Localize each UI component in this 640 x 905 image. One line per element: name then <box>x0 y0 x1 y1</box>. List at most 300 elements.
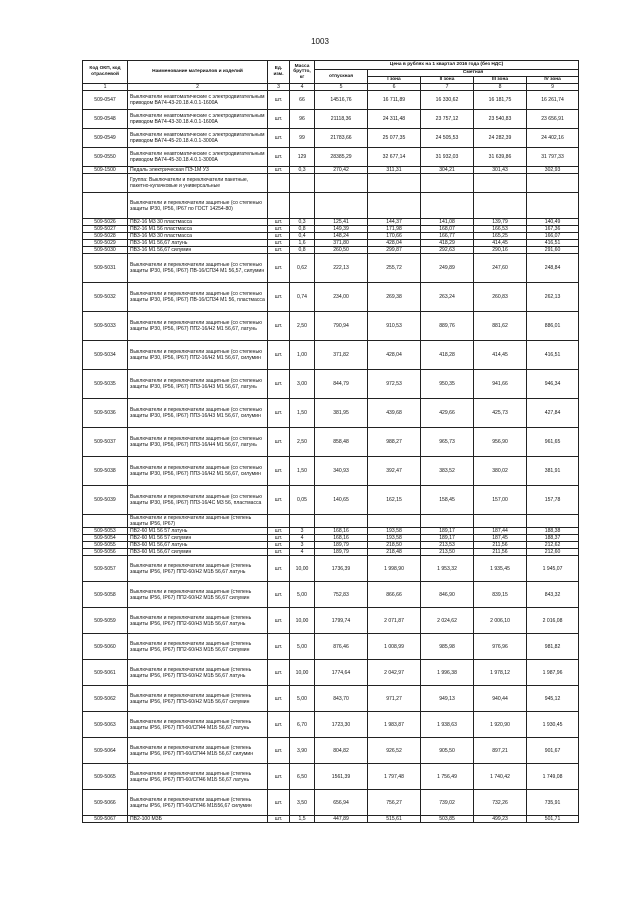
price-zone-4: 501,71 <box>527 816 579 823</box>
unit-cell: шт. <box>268 370 290 399</box>
price-zone-3: 2 006,10 <box>474 608 527 634</box>
unit-cell: шт. <box>268 226 290 233</box>
unit-cell: шт. <box>268 254 290 283</box>
product-code: 509-1500 <box>83 167 128 174</box>
price-zone-3: 301,43 <box>474 167 527 174</box>
unit-cell: шт. <box>268 542 290 549</box>
price-zone-4: 188,38 <box>527 528 579 535</box>
product-code: 509-5062 <box>83 686 128 712</box>
price-zone-2: 158,45 <box>421 486 474 515</box>
price-zone-2: 889,76 <box>421 312 474 341</box>
table-row <box>83 535 579 542</box>
price-zone-4: 23 656,91 <box>527 110 579 129</box>
table-row <box>83 148 579 167</box>
price-zone-3: 187,45 <box>474 535 527 542</box>
table-row <box>83 240 579 247</box>
product-name: Выключатели и переключатели защитные (степень защиты IP56, IP67) ПП2-60/Н2 М1Б 56,67 латунь <box>128 556 268 582</box>
product-code: 509-5030 <box>83 247 128 254</box>
header-zone-3: III зона <box>474 77 527 84</box>
unit-cell: шт. <box>268 233 290 240</box>
product-code: 509-5053 <box>83 528 128 535</box>
table-row <box>83 686 579 712</box>
price-zone-2: 263,24 <box>421 283 474 312</box>
price-zone-1: 311,31 <box>368 167 421 174</box>
price-otpusknaya: 270,42 <box>315 167 368 174</box>
mass-cell: 1,50 <box>290 457 315 486</box>
product-code: 509-5037 <box>83 428 128 457</box>
price-zone-1: 1 008,99 <box>368 634 421 660</box>
unit-cell: шт. <box>268 634 290 660</box>
product-code: 509-5059 <box>83 608 128 634</box>
product-code: 509-5057 <box>83 556 128 582</box>
column-number: 6 <box>368 84 421 91</box>
price-zone-2: 950,35 <box>421 370 474 399</box>
product-name: ПВ2-60 М1 56 57 латунь <box>128 528 268 535</box>
price-zone-1: 162,15 <box>368 486 421 515</box>
price-zone-2: 383,52 <box>421 457 474 486</box>
unit-cell: шт. <box>268 816 290 823</box>
price-zone-2: 429,66 <box>421 399 474 428</box>
price-otpusknaya: 28385,29 <box>315 148 368 167</box>
column-number-row <box>83 84 579 91</box>
price-otpusknaya: 148,24 <box>315 233 368 240</box>
price-zone-4: 167,36 <box>527 226 579 233</box>
unit-cell: шт. <box>268 283 290 312</box>
product-name: Выключатели и переключатели защитные (со степенью защиты IP30, IP56, IP67) ПП3-16/4С М3 56, пластмасса <box>128 486 268 515</box>
product-name: ПВ3-16 М1 56,67 латунь <box>128 240 268 247</box>
price-zone-2: 949,13 <box>421 686 474 712</box>
product-code: 509-5060 <box>83 634 128 660</box>
price-zone-2: 846,90 <box>421 582 474 608</box>
product-name: Педаль электрическая ПЭ-1М У3 <box>128 167 268 174</box>
price-zone-1: 16 711,89 <box>368 91 421 110</box>
price-zone-2: 249,89 <box>421 254 474 283</box>
product-code: 509-5063 <box>83 712 128 738</box>
table-row <box>83 582 579 608</box>
column-number: 1 <box>83 84 128 91</box>
product-name: Выключатели и переключатели защитные (степень защиты IP56, IP67) ПП3-60/Н2 М1Б 56,67 латунь <box>128 660 268 686</box>
mass-cell: 0,05 <box>290 486 315 515</box>
product-name: ПВ2-100 М3Б <box>128 816 268 823</box>
price-zone-4: 427,84 <box>527 399 579 428</box>
table-row <box>83 790 579 816</box>
product-name: Выключатели и переключатели защитные (со степенью защиты IP30, IP56, IP67) ПП3-16/Н3 М1 56,67, силумин <box>128 399 268 428</box>
column-number: 7 <box>421 84 474 91</box>
price-zone-3: 1 978,12 <box>474 660 527 686</box>
table-row <box>83 341 579 370</box>
price-zone-3: 425,73 <box>474 399 527 428</box>
price-zone-1: 218,48 <box>368 549 421 556</box>
price-otpusknaya: 804,82 <box>315 738 368 764</box>
price-zone-2: 141,08 <box>421 219 474 226</box>
price-zone-4: 945,12 <box>527 686 579 712</box>
unit-cell: шт. <box>268 148 290 167</box>
price-zone-3: 940,44 <box>474 686 527 712</box>
price-zone-3: 187,44 <box>474 528 527 535</box>
price-zone-1: 193,58 <box>368 535 421 542</box>
product-code: 509-5058 <box>83 582 128 608</box>
price-zone-3: 1 920,90 <box>474 712 527 738</box>
header-unit: Ед. изм. <box>268 61 290 84</box>
mass-cell: 6,50 <box>290 764 315 790</box>
price-zone-2: 213,50 <box>421 549 474 556</box>
product-name: Выключатели и переключатели защитные (степень защиты IP56, IP67) ПП-60/СП44 М1Б 56,67 латунь <box>128 712 268 738</box>
price-zone-2: 292,63 <box>421 247 474 254</box>
product-code: 509-5028 <box>83 233 128 240</box>
price-otpusknaya: 876,46 <box>315 634 368 660</box>
unit-cell: шт. <box>268 549 290 556</box>
table-row <box>83 764 579 790</box>
mass-cell: 0,4 <box>290 233 315 240</box>
price-zone-3: 211,56 <box>474 542 527 549</box>
price-otpusknaya: 1561,39 <box>315 764 368 790</box>
price-zone-1: 1 797,48 <box>368 764 421 790</box>
header-mass: Масса брутто, кг <box>290 61 315 84</box>
column-number: 9 <box>527 84 579 91</box>
price-zone-4: 140,49 <box>527 219 579 226</box>
table-row <box>83 428 579 457</box>
price-otpusknaya: 844,79 <box>315 370 368 399</box>
price-zone-3: 260,83 <box>474 283 527 312</box>
price-zone-4 <box>527 193 579 219</box>
price-zone-4: 157,78 <box>527 486 579 515</box>
price-zone-2: 418,28 <box>421 341 474 370</box>
price-otpusknaya: 14516,76 <box>315 91 368 110</box>
price-zone-3: 23 540,83 <box>474 110 527 129</box>
price-otpusknaya: 656,94 <box>315 790 368 816</box>
mass-cell: 4 <box>290 549 315 556</box>
unit-cell: шт. <box>268 556 290 582</box>
price-table <box>82 60 579 823</box>
price-zone-3: 166,53 <box>474 226 527 233</box>
product-name: ПВ3-16 М1 56,67 силумин <box>128 247 268 254</box>
column-number: 4 <box>290 84 315 91</box>
price-zone-3: 1 935,45 <box>474 556 527 582</box>
price-zone-4: 188,37 <box>527 535 579 542</box>
product-name: ПВ2-60 М1 56 57 силумин <box>128 535 268 542</box>
product-code: 509-0549 <box>83 129 128 148</box>
table-row <box>83 91 579 110</box>
price-zone-2 <box>421 174 474 193</box>
table-row <box>83 457 579 486</box>
unit-cell: шт. <box>268 312 290 341</box>
price-zone-1: 972,53 <box>368 370 421 399</box>
price-zone-1: 218,50 <box>368 542 421 549</box>
mass-cell: 5,00 <box>290 582 315 608</box>
table-row <box>83 193 579 219</box>
column-number: 8 <box>474 84 527 91</box>
column-number: 5 <box>315 84 368 91</box>
mass-cell: 3 <box>290 528 315 535</box>
price-zone-4: 1 930,45 <box>527 712 579 738</box>
header-price-title: Цена в рублях на 1 квартал 2016 года (без НДС) <box>315 61 579 70</box>
price-zone-1: 439,68 <box>368 399 421 428</box>
price-zone-3 <box>474 193 527 219</box>
price-zone-2: 739,02 <box>421 790 474 816</box>
unit-cell: шт. <box>268 167 290 174</box>
mass-cell <box>290 174 315 193</box>
price-zone-2: 16 330,62 <box>421 91 474 110</box>
mass-cell: 3 <box>290 542 315 549</box>
mass-cell: 0,8 <box>290 247 315 254</box>
header-otpusknaya: отпускная <box>315 70 368 84</box>
unit-cell: шт. <box>268 660 290 686</box>
mass-cell: 66 <box>290 91 315 110</box>
price-zone-2: 304,21 <box>421 167 474 174</box>
price-zone-4: 946,34 <box>527 370 579 399</box>
price-zone-4: 1 945,07 <box>527 556 579 582</box>
price-zone-1: 971,27 <box>368 686 421 712</box>
price-zone-3: 139,79 <box>474 219 527 226</box>
product-name: Выключатели и переключатели защитные (со степенью защиты IP30, IP56, IP67 по ГОСТ 14254-80) <box>128 193 268 219</box>
unit-cell <box>268 515 290 528</box>
price-zone-2: 905,50 <box>421 738 474 764</box>
price-zone-4: 381,91 <box>527 457 579 486</box>
header-zone-4: IV зона <box>527 77 579 84</box>
product-name: Выключатели и переключатели защитные (степень защиты IP56, IP67) ПП-60/СП46 М1Б56,67 силумин <box>128 790 268 816</box>
price-zone-2 <box>421 193 474 219</box>
price-zone-3: 165,25 <box>474 233 527 240</box>
table-row <box>83 110 579 129</box>
price-zone-2: 1 756,49 <box>421 764 474 790</box>
header-zone-2: II зона <box>421 77 474 84</box>
mass-cell: 1,50 <box>290 399 315 428</box>
price-zone-3: 499,23 <box>474 816 527 823</box>
unit-cell: шт. <box>268 528 290 535</box>
price-zone-4: 961,65 <box>527 428 579 457</box>
product-code: 509-0550 <box>83 148 128 167</box>
price-otpusknaya: 21783,66 <box>315 129 368 148</box>
product-code: 509-5065 <box>83 764 128 790</box>
price-otpusknaya: 1799,74 <box>315 608 368 634</box>
price-zone-2: 213,53 <box>421 542 474 549</box>
price-zone-1: 910,53 <box>368 312 421 341</box>
product-code: 509-5067 <box>83 816 128 823</box>
price-zone-3: 1 740,42 <box>474 764 527 790</box>
table-row <box>83 634 579 660</box>
table-row <box>83 556 579 582</box>
product-code: 509-5026 <box>83 219 128 226</box>
product-code: 509-5031 <box>83 254 128 283</box>
mass-cell <box>290 193 315 219</box>
product-code: 509-0547 <box>83 91 128 110</box>
price-zone-4: 886,01 <box>527 312 579 341</box>
price-zone-4 <box>527 174 579 193</box>
price-otpusknaya: 371,82 <box>315 341 368 370</box>
price-zone-1: 2 042,97 <box>368 660 421 686</box>
price-zone-3: 380,02 <box>474 457 527 486</box>
table-row <box>83 712 579 738</box>
table-row <box>83 515 579 528</box>
price-zone-3: 157,00 <box>474 486 527 515</box>
price-zone-4: 31 797,33 <box>527 148 579 167</box>
price-zone-4: 735,91 <box>527 790 579 816</box>
product-code <box>83 193 128 219</box>
product-name: Выключатели и переключатели защитные (степень защиты IP56, IP67) ПП-60/СП44 М1Б 56,67 силумин <box>128 738 268 764</box>
table-row <box>83 816 579 823</box>
price-zone-4: 416,51 <box>527 341 579 370</box>
product-code: 509-5054 <box>83 535 128 542</box>
price-zone-3: 414,45 <box>474 341 527 370</box>
price-zone-3: 839,15 <box>474 582 527 608</box>
price-zone-3: 290,16 <box>474 247 527 254</box>
price-zone-2: 166,77 <box>421 233 474 240</box>
product-name: ПВ2-16 М1 56 пластмасса <box>128 226 268 233</box>
table-row <box>83 312 579 341</box>
mass-cell: 0,74 <box>290 283 315 312</box>
product-code: 509-5064 <box>83 738 128 764</box>
price-zone-4: 248,84 <box>527 254 579 283</box>
table-row <box>83 167 579 174</box>
product-name: Выключатели неавтоматические с электродвигательным приводом ВА74-45-20.18.4.0.1-3000А <box>128 129 268 148</box>
table-row <box>83 486 579 515</box>
price-zone-2: 985,98 <box>421 634 474 660</box>
table-header <box>83 61 579 91</box>
mass-cell: 96 <box>290 110 315 129</box>
price-otpusknaya: 234,00 <box>315 283 368 312</box>
product-name: Выключатели и переключатели защитные (со степенью защиты IP30, IP56, IP67) ПП2-16/Н2 М1 56,67, силумин <box>128 341 268 370</box>
product-name: Выключатели и переключатели защитные (степень защиты IP56, IP67) ПП3-60/Н2 М1Б 56,67 силумин <box>128 686 268 712</box>
table-row <box>83 129 579 148</box>
product-name: ПВ3-60 М1 56,67 силумин <box>128 549 268 556</box>
price-zone-2: 1 996,38 <box>421 660 474 686</box>
product-name: Группа: Выключатели и переключатели пакетные, пакетно-кулачковые и универсальные <box>128 174 268 193</box>
price-otpusknaya: 447,89 <box>315 816 368 823</box>
product-code: 509-5032 <box>83 283 128 312</box>
price-zone-3: 881,62 <box>474 312 527 341</box>
product-code: 509-5036 <box>83 399 128 428</box>
unit-cell: шт. <box>268 457 290 486</box>
mass-cell: 3,50 <box>290 790 315 816</box>
price-otpusknaya: 790,94 <box>315 312 368 341</box>
price-zone-3: 247,60 <box>474 254 527 283</box>
price-zone-3: 16 181,75 <box>474 91 527 110</box>
product-code: 509-0548 <box>83 110 128 129</box>
price-otpusknaya: 381,95 <box>315 399 368 428</box>
price-zone-3: 211,56 <box>474 549 527 556</box>
price-zone-3 <box>474 174 527 193</box>
price-zone-4: 416,51 <box>527 240 579 247</box>
price-zone-2: 31 932,03 <box>421 148 474 167</box>
price-otpusknaya: 168,16 <box>315 535 368 542</box>
price-otpusknaya: 371,80 <box>315 240 368 247</box>
table-row <box>83 399 579 428</box>
product-code: 509-5061 <box>83 660 128 686</box>
price-zone-1: 269,38 <box>368 283 421 312</box>
price-zone-3: 941,66 <box>474 370 527 399</box>
unit-cell: шт. <box>268 738 290 764</box>
product-name: ПВ2-16 М3 30 пластмасса <box>128 219 268 226</box>
mass-cell: 2,50 <box>290 428 315 457</box>
unit-cell <box>268 174 290 193</box>
product-code <box>83 174 128 193</box>
price-zone-4: 981,82 <box>527 634 579 660</box>
product-code: 509-5027 <box>83 226 128 233</box>
price-zone-4: 2 016,08 <box>527 608 579 634</box>
mass-cell: 0,62 <box>290 254 315 283</box>
product-name: Выключатели неавтоматические с электродвигательным приводом ВА74-45-30.18.4.0.1-3000А <box>128 148 268 167</box>
product-name: Выключатели неавтоматические с электродвигательным приводом ВА74-43-20.18.4.0.1-1600А <box>128 91 268 110</box>
price-zone-1: 144,37 <box>368 219 421 226</box>
header-code: Код ОКП, код отраслевой <box>83 61 128 84</box>
price-zone-3: 956,90 <box>474 428 527 457</box>
price-zone-3: 24 282,39 <box>474 129 527 148</box>
price-zone-1: 25 077,35 <box>368 129 421 148</box>
price-zone-4: 166,07 <box>527 233 579 240</box>
product-code: 509-5035 <box>83 370 128 399</box>
price-zone-2: 24 505,53 <box>421 129 474 148</box>
mass-cell: 99 <box>290 129 315 148</box>
price-zone-2: 1 938,63 <box>421 712 474 738</box>
price-zone-3: 31 639,86 <box>474 148 527 167</box>
price-zone-4: 901,67 <box>527 738 579 764</box>
price-zone-3: 732,26 <box>474 790 527 816</box>
price-zone-1: 515,61 <box>368 816 421 823</box>
price-zone-1: 428,04 <box>368 240 421 247</box>
unit-cell: шт. <box>268 582 290 608</box>
unit-cell: шт. <box>268 91 290 110</box>
mass-cell: 6,70 <box>290 712 315 738</box>
product-name: Выключатели и переключатели защитные (степень защиты IP56, IP67) ПП2-60/Н3 М1Б 56,67 латунь <box>128 608 268 634</box>
price-zone-4: 16 261,74 <box>527 91 579 110</box>
unit-cell: шт. <box>268 247 290 254</box>
price-zone-1: 988,27 <box>368 428 421 457</box>
mass-cell: 4 <box>290 535 315 542</box>
mass-cell: 0,3 <box>290 219 315 226</box>
price-zone-4: 24 402,16 <box>527 129 579 148</box>
price-zone-1: 1 983,87 <box>368 712 421 738</box>
header-smetnaya: Сметная <box>368 70 579 77</box>
header-zone-1: I зона <box>368 77 421 84</box>
mass-cell: 1,6 <box>290 240 315 247</box>
product-code: 509-5056 <box>83 549 128 556</box>
price-otpusknaya <box>315 174 368 193</box>
price-zone-2: 965,73 <box>421 428 474 457</box>
price-zone-3: 414,45 <box>474 240 527 247</box>
table-row <box>83 528 579 535</box>
price-zone-4: 843,32 <box>527 582 579 608</box>
price-zone-2: 503,85 <box>421 816 474 823</box>
price-otpusknaya: 168,16 <box>315 528 368 535</box>
table-row <box>83 549 579 556</box>
price-zone-2: 168,07 <box>421 226 474 233</box>
product-name: ПВ3-60 М1 56,67 латунь <box>128 542 268 549</box>
price-otpusknaya: 858,48 <box>315 428 368 457</box>
price-otpusknaya: 222,13 <box>315 254 368 283</box>
product-name: Выключатели неавтоматические с электродвигательным приводом ВА74-43-30.18.4.0.1-1600А <box>128 110 268 129</box>
product-name: Выключатели и переключатели защитные (со степенью защиты IP30, IP56, IP67) ПП3-16/Н4 М1 56,67, латунь <box>128 428 268 457</box>
product-name: Выключатели и переключатели защитные (степень защиты IP56, IP67) ПП-60/СП46 М1Б 56,67 латунь <box>128 764 268 790</box>
product-code: 509-5038 <box>83 457 128 486</box>
price-zone-1: 428,04 <box>368 341 421 370</box>
price-otpusknaya: 1723,30 <box>315 712 368 738</box>
price-otpusknaya: 189,79 <box>315 542 368 549</box>
product-name: Выключатели и переключатели защитные (со степенью защиты IP30, IP56, IP67) ПП3-16/Н2 М1 56,67, силумин <box>128 457 268 486</box>
product-name: Выключатели и переключатели защитные (степень защиты IP56, IP67) ПП2-60/Н2 М1Б 56,67 силумин <box>128 582 268 608</box>
unit-cell: шт. <box>268 486 290 515</box>
price-zone-1: 926,52 <box>368 738 421 764</box>
table-body <box>83 91 579 823</box>
mass-cell: 2,50 <box>290 312 315 341</box>
price-zone-4: 262,13 <box>527 283 579 312</box>
unit-cell: шт. <box>268 341 290 370</box>
column-number: 2 <box>128 84 268 91</box>
table-row <box>83 247 579 254</box>
mass-cell: 10,00 <box>290 608 315 634</box>
price-otpusknaya: 189,79 <box>315 549 368 556</box>
product-name: ПВ3-16 М3 30 пластмасса <box>128 233 268 240</box>
price-otpusknaya: 752,83 <box>315 582 368 608</box>
